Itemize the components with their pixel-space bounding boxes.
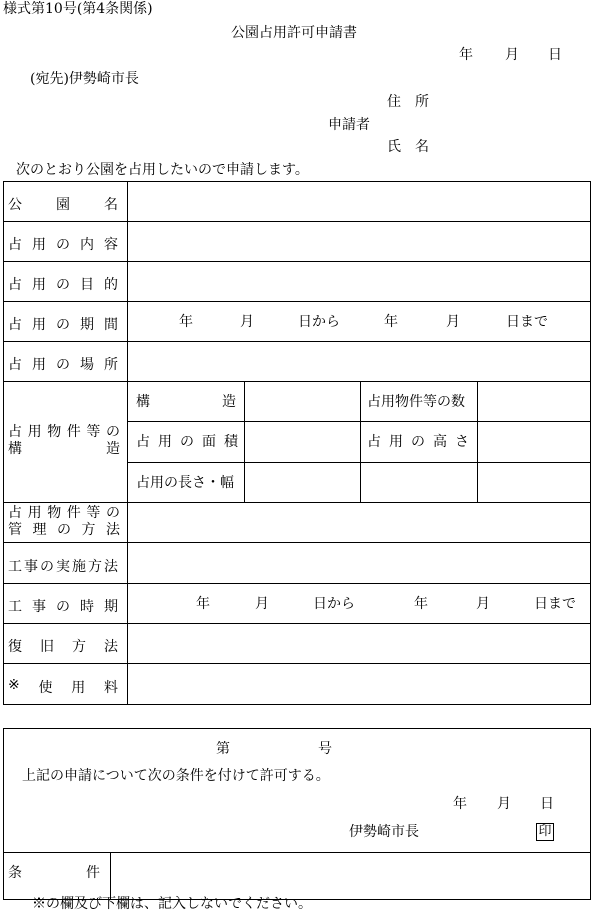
place-label: 占 用 の 場 所	[8, 357, 118, 373]
applicant-label: 申請者	[328, 117, 370, 133]
construction-from-unit: 日から	[313, 596, 355, 612]
date-year-label: 年	[459, 47, 473, 63]
period-until-unit: 日まで	[506, 314, 548, 330]
management-label: 占 用 物 件 等 の 管 理 の 方 法	[8, 505, 120, 538]
permit-date-day: 日	[540, 796, 554, 812]
seal-mark: 印	[536, 823, 554, 841]
construction-month-unit-2: 月	[476, 596, 490, 612]
purpose-label: 占 用 の 目 的	[8, 277, 118, 293]
count-label: 占用物件等の数	[367, 394, 465, 410]
construction-month-unit: 月	[255, 596, 269, 612]
period-label: 占 用 の 期 間	[8, 317, 118, 333]
structure-label: 占 用 物 件 等 の 構 造	[8, 424, 120, 457]
permit-mayor: 伊勢崎市長	[349, 824, 419, 840]
construction-until-unit: 日まで	[534, 596, 576, 612]
length-width-label: 占用の長さ・幅	[136, 475, 234, 491]
date-day-label: 日	[548, 47, 562, 63]
permit-date-year: 年	[453, 796, 467, 812]
restoration-label: 復 旧 方 法	[8, 639, 118, 655]
addressee: (宛先)伊勢崎市長	[30, 71, 139, 87]
permit-number-prefix: 第	[216, 741, 230, 757]
period-month-unit: 月	[240, 314, 254, 330]
label-column-divider	[127, 181, 128, 705]
period-from-unit: 日から	[298, 314, 340, 330]
period-year-unit: 年	[179, 314, 193, 330]
period-month-unit-2: 月	[446, 314, 460, 330]
construction-year-unit-2: 年	[414, 596, 428, 612]
address-label-1: 住	[387, 94, 401, 110]
permit-date-month: 月	[497, 796, 511, 812]
form-title: 公園占用許可申請書	[231, 25, 357, 41]
date-month-label: 月	[505, 47, 519, 63]
intro-text: 次のとおり公園を占用したいので申請します。	[16, 162, 309, 178]
construction-time-label: 工 事 の 時 期	[8, 599, 118, 615]
construction-method-label: 工 事 の 実 施 方 法	[8, 559, 118, 575]
name-label-2: 名	[415, 139, 429, 155]
address-label-2: 所	[415, 94, 429, 110]
fee-label: ※ 使 用 料	[8, 677, 118, 696]
structure-sub-label: 構 造	[136, 394, 236, 410]
name-label-1: 氏	[387, 139, 401, 155]
form-number: 様式第10号(第4条関係)	[3, 1, 153, 17]
content-label: 占 用 の 内 容	[8, 237, 118, 253]
height-label: 占 用 の 高 さ	[367, 434, 469, 450]
conditions-label: 条 件	[8, 865, 100, 881]
permit-number-suffix: 号	[318, 741, 332, 757]
period-year-unit-2: 年	[384, 314, 398, 330]
construction-year-unit: 年	[196, 596, 210, 612]
park-name-label: 公 園 名	[8, 197, 118, 213]
area-label: 占 用 の 面 積	[136, 434, 238, 450]
footnote: ※の欄及び下欄は、記入しないでください。	[32, 896, 312, 912]
permit-text: 上記の申請について次の条件を付けて許可する。	[22, 768, 330, 784]
